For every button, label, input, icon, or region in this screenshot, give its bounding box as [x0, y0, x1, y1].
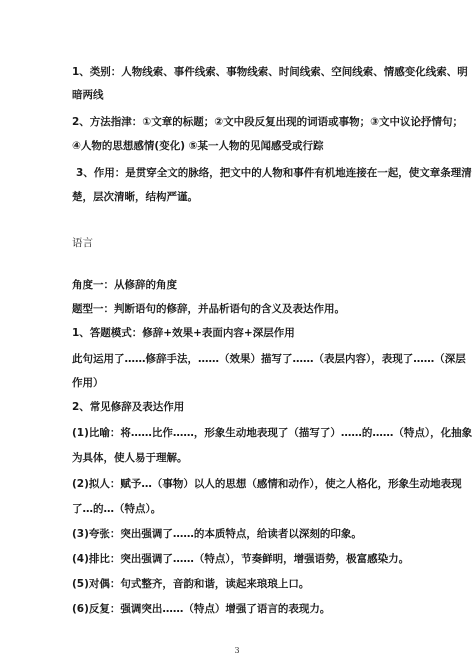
- page-number: 3: [234, 646, 240, 655]
- answer-template-line: 此句运用了……修辞手法，……（效果）描写了……（表层内容），表现了……（深层: [72, 353, 466, 365]
- parallelism-line: (4)排比：突出强调了……（特点），节奏鲜明，增强语势，极富感染力。: [72, 553, 410, 565]
- method-guide-line: 2、方法指津：①文章的标题；②文中段反复出现的词语或事物；③文中议论抒情句；: [72, 116, 463, 128]
- angle-heading: 角度一：从修辞的角度: [72, 279, 177, 291]
- method-guide-line-cont: ④人物的思想感情(变化) ⑤某一人物的见闻感受或行踪: [72, 140, 324, 152]
- section-heading-language: 语言: [72, 237, 93, 249]
- clue-category-line: 1、类别：人物线索、事件线索、事物线索、时间线索、空间线索、情感变化线索、明: [72, 66, 468, 78]
- answer-template-line-cont: 作用）: [72, 377, 104, 389]
- repetition-line: (6)反复：强调突出……（特点）增强了语言的表现力。: [72, 603, 331, 615]
- clue-category-line-cont: 暗两线: [72, 89, 104, 101]
- personification-line: (2)拟人：赋予…（事物）以人的思想（感情和动作），使之人格化，形象生动地表现: [72, 478, 462, 490]
- function-line-cont: 楚，层次清晰，结构严谨。: [72, 191, 198, 203]
- hyperbole-line: (3)夸张：突出强调了……的本质特点，给读者以深刻的印象。: [72, 528, 362, 540]
- antithesis-line: (5)对偶：句式整齐，音韵和谐，读起来琅琅上口。: [72, 578, 310, 590]
- metaphor-line: (1)比喻：将……比作……，形象生动地表现了（描写了）……的……（特点），化抽象: [72, 427, 473, 439]
- function-line: 3、作用：是贯穿全文的脉络，把文中的人物和事件有机地连接在一起，使文章条理清: [76, 167, 472, 179]
- question-type-heading: 题型一：判断语句的修辞，并品析语句的含义及表达作用。: [72, 303, 345, 315]
- metaphor-line-cont: 为具体，使人易于理解。: [72, 452, 188, 464]
- answer-mode-line: 1、答题模式：修辞+效果+表面内容+深层作用: [72, 327, 295, 339]
- common-rhetoric-heading: 2、常见修辞及表达作用: [72, 401, 185, 413]
- personification-line-cont: 了…的…（特点）。: [72, 503, 162, 515]
